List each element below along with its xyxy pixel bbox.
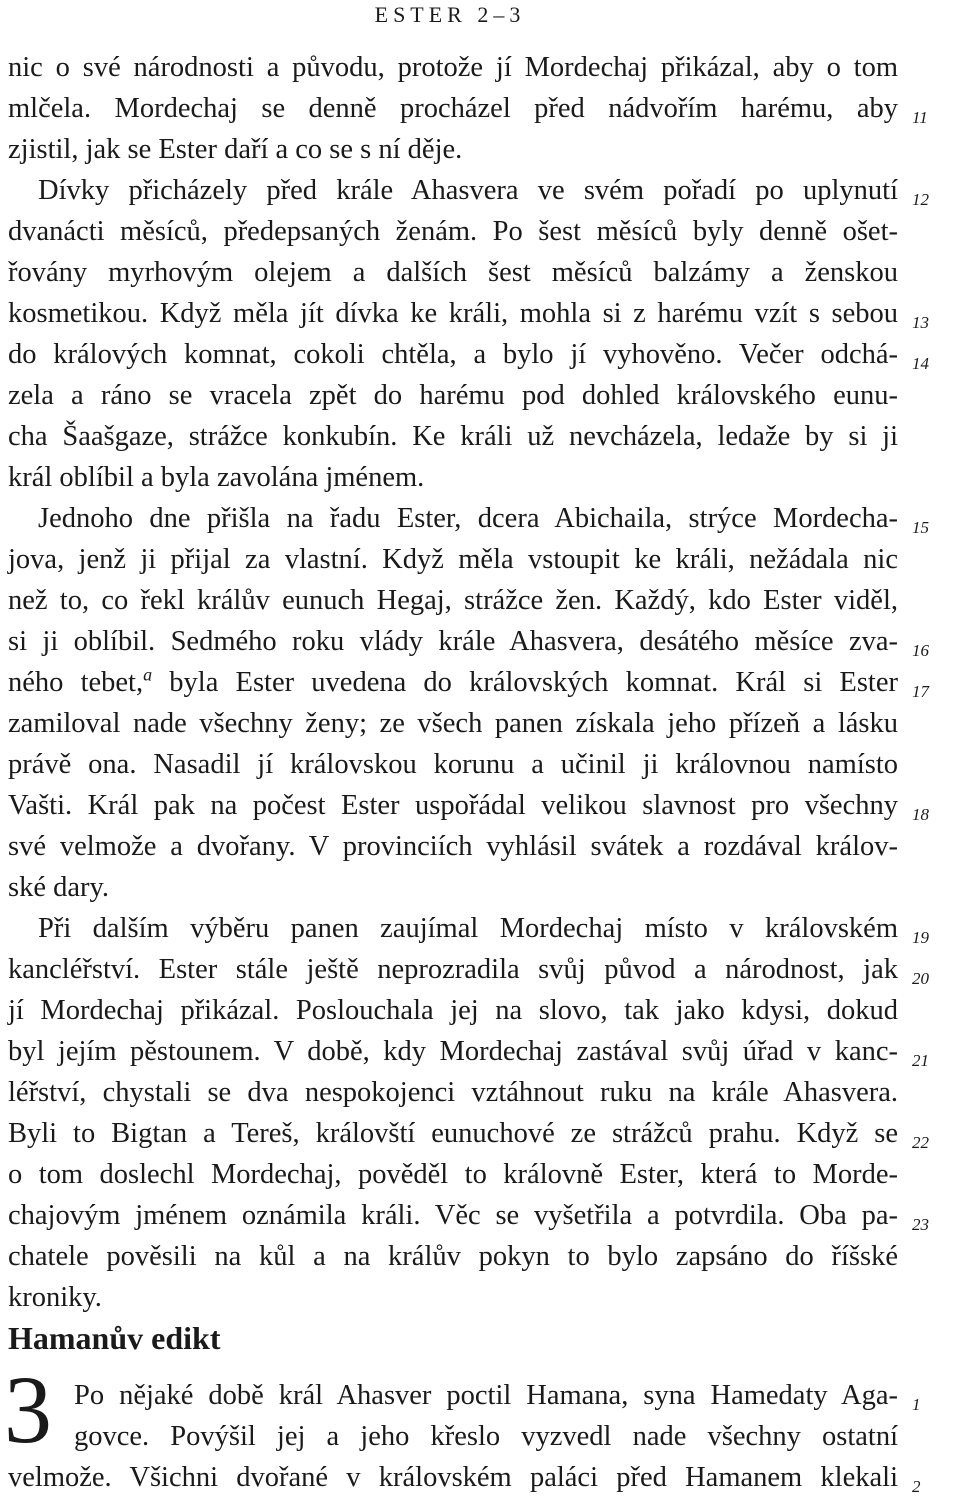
text-line: své velmože a dvořany. V provinciích vyhlásil svátek a rozdával králov- — [8, 831, 898, 862]
text-line: zjistil, jak se Ester daří a co se s ní děje. — [8, 134, 463, 165]
text-line: právě ona. Nasadil jí královskou korunu a učinil ji královnou namísto — [8, 749, 898, 780]
text-line: král oblíbil a byla zavolána jménem. — [8, 462, 425, 493]
footnote-marker[interactable]: a — [143, 664, 153, 685]
text-line: ské dary. — [8, 872, 110, 903]
text-line: chajovým jménem oznámila králi. Věc se vyšetřila a potvrdila. Oba pa- — [8, 1200, 898, 1231]
text-line: nic o své národnosti a původu, protože jí Mordechaj přikázal, aby o tom — [8, 52, 898, 83]
text-line: chatele pověsili na kůl a na králův pokyn to bylo zapsáno do říšské — [8, 1241, 898, 1272]
text-line: řovány myrhovým olejem a dalších šest měsíců balzámy a ženskou — [8, 257, 898, 288]
text-line: mlčela. Mordechaj se denně procházel před nádvořím harému, aby — [8, 93, 898, 124]
text-line: velmože. Všichni dvořané v královském paláci před Hamanem klekali — [8, 1462, 898, 1493]
verse-number: 17 — [912, 682, 929, 701]
verse-number: 19 — [912, 928, 929, 947]
text-line: Byli to Bigtan a Tereš, královští eunuchové ze strážců prahu. Když se — [8, 1118, 898, 1149]
text-line-with-footnote — [8, 663, 898, 703]
text-line: o tom doslechl Mordechaj, pověděl to královně Ester, která to Morde- — [8, 1159, 898, 1190]
text-line: govce. Povýšil jej a jeho křeslo vyzvedl nade všechny ostatní — [74, 1421, 898, 1452]
text-line: kroniky. — [8, 1282, 102, 1313]
text-line: Vašti. Král pak na počest Ester uspořádal velikou slavnost pro všechny — [8, 790, 898, 821]
line-start: ného tebet, — [8, 667, 144, 698]
text-line: do králových komnat, cokoli chtěla, a bylo jí vyhověno. Večer odchá- — [8, 339, 898, 370]
text-line: léřství, chystali se dva nespokojenci vztáhnout ruku na krále Ahasvera. — [8, 1077, 898, 1108]
text-line: jova, jenž ji přijal za vlastní. Když měla vstoupit ke králi, nežádala nic — [8, 544, 898, 575]
text-line: zamiloval nade všechny ženy; ze všech panen získala jeho přízeň a lásku — [8, 708, 898, 739]
verse-number: 21 — [912, 1051, 929, 1070]
text-line: zela a ráno se vracela zpět do harému pod dohled královského eunu- — [8, 380, 898, 411]
verse-number: 11 — [912, 108, 928, 127]
verse-number: 18 — [912, 805, 929, 824]
chapter-number: 3 — [4, 1356, 52, 1463]
text-line: Po nějaké době král Ahasver poctil Hamana, syna Hamedaty Aga- — [74, 1380, 898, 1411]
text-line: než to, co řekl králův eunuch Hegaj, strážce žen. Každý, kdo Ester viděl, — [8, 585, 898, 616]
verse-number: 12 — [912, 190, 929, 209]
text-line: kancléřství. Ester stále ještě neprozradila svůj původ a národnost, jak — [8, 954, 898, 985]
text-line: dvanácti měsíců, předepsaných ženám. Po šest měsíců byly denně ošet- — [8, 216, 898, 247]
verse-number: 23 — [912, 1215, 929, 1234]
section-heading: Hamanův edikt — [8, 1320, 221, 1356]
text-line: cha Šaašgaze, strážce konkubín. Ke králi už nevcházela, ledaže by si ji — [8, 421, 898, 452]
text-line: jí Mordechaj přikázal. Poslouchala jej na slovo, tak jako kdysi, dokud — [8, 995, 898, 1026]
verse-number: 22 — [912, 1133, 929, 1152]
verse-number: 1 — [912, 1395, 921, 1414]
line-end: byla Ester uvedena do královských komnat. Král si Ester — [152, 667, 898, 698]
verse-number: 2 — [912, 1477, 921, 1496]
text-line: si ji oblíbil. Sedmého roku vlády krále Ahasvera, desátého měsíce zva- — [8, 626, 898, 657]
text-line: Dívky přicházely před krále Ahasvera ve svém pořadí po uplynutí — [38, 175, 898, 206]
text-line: Při dalším výběru panen zaujímal Mordechaj místo v královském — [38, 913, 898, 944]
verse-number: 20 — [912, 969, 929, 988]
text-line: kosmetikou. Když měla jít dívka ke králi, mohla si z harému vzít s sebou — [8, 298, 898, 329]
verse-number: 14 — [912, 354, 929, 373]
verse-number: 16 — [912, 641, 929, 660]
verse-number: 13 — [912, 313, 929, 332]
text-line: byl jejím pěstounem. V době, kdy Mordechaj zastával svůj úřad v kanc- — [8, 1036, 898, 1067]
running-header: ESTER 2–3 — [374, 2, 526, 27]
text-line: Jednoho dne přišla na řadu Ester, dcera Abichaila, strýce Mordecha- — [38, 503, 898, 534]
verse-number: 15 — [912, 518, 929, 537]
